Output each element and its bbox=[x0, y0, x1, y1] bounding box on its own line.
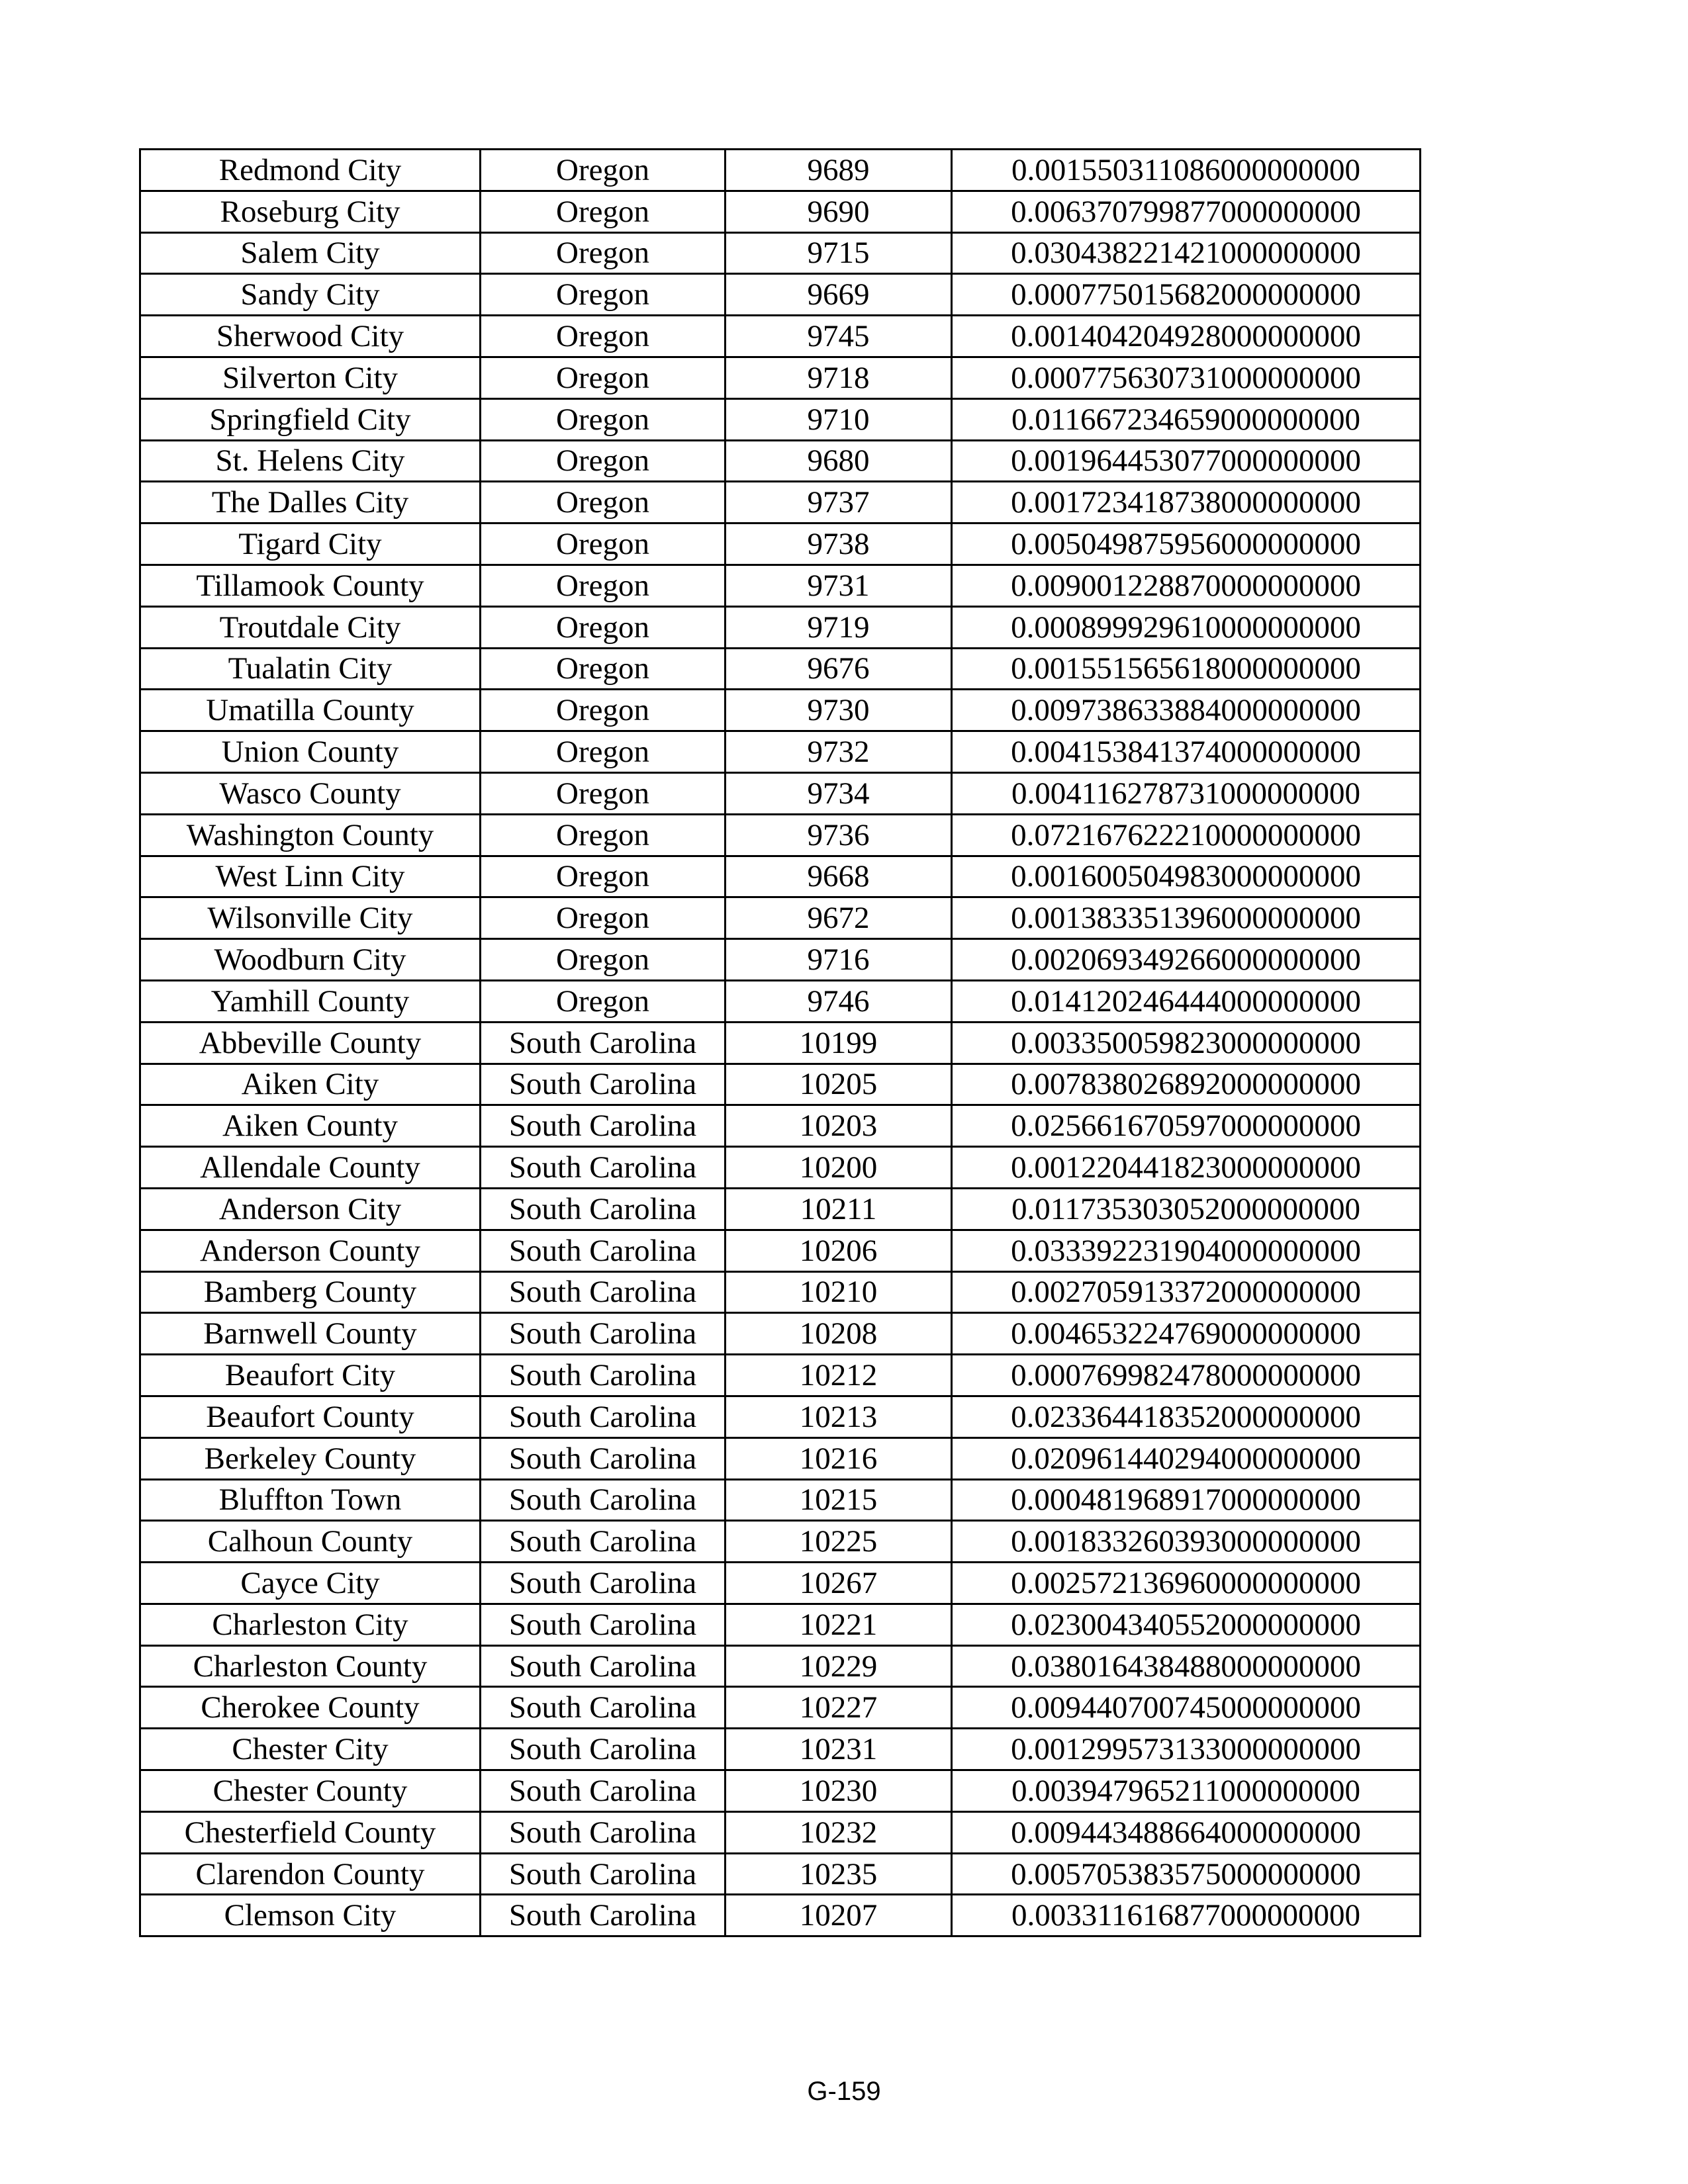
table-row bbox=[140, 1105, 1421, 1147]
allocation-cell: 0.001551565618000000000 bbox=[952, 648, 1421, 690]
id-cell: 10200 bbox=[726, 1147, 952, 1189]
id-cell: 9680 bbox=[726, 440, 952, 482]
allocation-cell: 0.014120246444000000000 bbox=[952, 980, 1421, 1022]
state-cell: South Carolina bbox=[481, 1895, 726, 1936]
state-cell: Oregon bbox=[481, 606, 726, 648]
allocation-cell: 0.033392231904000000000 bbox=[952, 1230, 1421, 1271]
allocation-cell: 0.023364418352000000000 bbox=[952, 1396, 1421, 1437]
subdivision-cell: Wasco County bbox=[140, 772, 481, 814]
subdivision-cell: Cherokee County bbox=[140, 1687, 481, 1729]
state-cell: Oregon bbox=[481, 856, 726, 897]
table-row bbox=[140, 357, 1421, 398]
table-row bbox=[140, 440, 1421, 482]
state-cell: Oregon bbox=[481, 398, 726, 440]
allocation-cell: 0.009440700745000000000 bbox=[952, 1687, 1421, 1729]
table-row bbox=[140, 1271, 1421, 1313]
table-row bbox=[140, 1313, 1421, 1355]
table-row bbox=[140, 1188, 1421, 1230]
state-cell: Oregon bbox=[481, 690, 726, 731]
allocation-cell: 0.011735303052000000000 bbox=[952, 1188, 1421, 1230]
state-cell: South Carolina bbox=[481, 1687, 726, 1729]
table-row bbox=[140, 232, 1421, 274]
allocation-cell: 0.001600504983000000000 bbox=[952, 856, 1421, 897]
table-row bbox=[140, 1396, 1421, 1437]
table-row bbox=[140, 1230, 1421, 1271]
allocation-cell: 0.000769982478000000000 bbox=[952, 1355, 1421, 1396]
id-cell: 10225 bbox=[726, 1521, 952, 1563]
subdivision-cell: Chesterfield County bbox=[140, 1811, 481, 1853]
subdivision-cell: Sherwood City bbox=[140, 316, 481, 357]
subdivision-cell: Bluffton Town bbox=[140, 1479, 481, 1521]
allocation-cell: 0.001723418738000000000 bbox=[952, 482, 1421, 523]
id-cell: 10199 bbox=[726, 1022, 952, 1064]
table-row bbox=[140, 1563, 1421, 1604]
allocation-cell: 0.025661670597000000000 bbox=[952, 1105, 1421, 1147]
allocation-cell: 0.003311616877000000000 bbox=[952, 1895, 1421, 1936]
allocation-cell: 0.002705913372000000000 bbox=[952, 1271, 1421, 1313]
state-cell: South Carolina bbox=[481, 1313, 726, 1355]
subdivision-cell: St. Helens City bbox=[140, 440, 481, 482]
state-cell: Oregon bbox=[481, 191, 726, 232]
id-cell: 9672 bbox=[726, 897, 952, 939]
subdivision-cell: Aiken County bbox=[140, 1105, 481, 1147]
state-cell: Oregon bbox=[481, 939, 726, 981]
allocation-table bbox=[139, 148, 1421, 1937]
subdivision-cell: Washington County bbox=[140, 814, 481, 856]
allocation-cell: 0.000775630731000000000 bbox=[952, 357, 1421, 398]
subdivision-cell: Tualatin City bbox=[140, 648, 481, 690]
id-cell: 9746 bbox=[726, 980, 952, 1022]
allocation-cell: 0.005705383575000000000 bbox=[952, 1853, 1421, 1895]
state-cell: South Carolina bbox=[481, 1563, 726, 1604]
state-cell: Oregon bbox=[481, 523, 726, 565]
table-row bbox=[140, 939, 1421, 981]
state-cell: South Carolina bbox=[481, 1188, 726, 1230]
table-row bbox=[140, 1604, 1421, 1645]
id-cell: 9745 bbox=[726, 316, 952, 357]
id-cell: 10216 bbox=[726, 1437, 952, 1479]
table-row bbox=[140, 648, 1421, 690]
id-cell: 10232 bbox=[726, 1811, 952, 1853]
allocation-cell: 0.023004340552000000000 bbox=[952, 1604, 1421, 1645]
table-row bbox=[140, 150, 1421, 191]
subdivision-cell: Abbeville County bbox=[140, 1022, 481, 1064]
id-cell: 10208 bbox=[726, 1313, 952, 1355]
allocation-cell: 0.003350059823000000000 bbox=[952, 1022, 1421, 1064]
subdivision-cell: Umatilla County bbox=[140, 690, 481, 731]
table-row bbox=[140, 482, 1421, 523]
state-cell: Oregon bbox=[481, 316, 726, 357]
subdivision-cell: Clemson City bbox=[140, 1895, 481, 1936]
subdivision-cell: Beaufort City bbox=[140, 1355, 481, 1396]
state-cell: Oregon bbox=[481, 232, 726, 274]
allocation-cell: 0.009001228870000000000 bbox=[952, 565, 1421, 606]
table-row bbox=[140, 980, 1421, 1022]
id-cell: 9716 bbox=[726, 939, 952, 981]
subdivision-cell: Roseburg City bbox=[140, 191, 481, 232]
table-row bbox=[140, 1853, 1421, 1895]
table-row bbox=[140, 690, 1421, 731]
id-cell: 10227 bbox=[726, 1687, 952, 1729]
id-cell: 10267 bbox=[726, 1563, 952, 1604]
id-cell: 10211 bbox=[726, 1188, 952, 1230]
page-number: G-159 bbox=[807, 2077, 881, 2106]
allocation-cell: 0.002069349266000000000 bbox=[952, 939, 1421, 981]
id-cell: 9732 bbox=[726, 731, 952, 773]
id-cell: 9710 bbox=[726, 398, 952, 440]
id-cell: 9669 bbox=[726, 274, 952, 316]
allocation-cell: 0.000481968917000000000 bbox=[952, 1479, 1421, 1521]
allocation-cell: 0.001404204928000000000 bbox=[952, 316, 1421, 357]
state-cell: South Carolina bbox=[481, 1729, 726, 1770]
table-row bbox=[140, 1895, 1421, 1936]
state-cell: Oregon bbox=[481, 648, 726, 690]
table-row bbox=[140, 1355, 1421, 1396]
table-row bbox=[140, 1437, 1421, 1479]
state-cell: South Carolina bbox=[481, 1396, 726, 1437]
table-row bbox=[140, 814, 1421, 856]
subdivision-cell: Salem City bbox=[140, 232, 481, 274]
table-row bbox=[140, 274, 1421, 316]
id-cell: 10207 bbox=[726, 1895, 952, 1936]
allocation-cell: 0.001550311086000000000 bbox=[952, 150, 1421, 191]
id-cell: 10231 bbox=[726, 1729, 952, 1770]
subdivision-cell: Charleston County bbox=[140, 1645, 481, 1687]
subdivision-cell: Chester City bbox=[140, 1729, 481, 1770]
state-cell: Oregon bbox=[481, 980, 726, 1022]
table-row bbox=[140, 1811, 1421, 1853]
subdivision-cell: The Dalles City bbox=[140, 482, 481, 523]
subdivision-cell: Wilsonville City bbox=[140, 897, 481, 939]
table-row bbox=[140, 398, 1421, 440]
subdivision-cell: Beaufort County bbox=[140, 1396, 481, 1437]
state-cell: Oregon bbox=[481, 772, 726, 814]
subdivision-cell: Aiken City bbox=[140, 1064, 481, 1105]
allocation-cell: 0.001299573133000000000 bbox=[952, 1729, 1421, 1770]
allocation-cell: 0.030438221421000000000 bbox=[952, 232, 1421, 274]
table-row bbox=[140, 1147, 1421, 1189]
state-cell: South Carolina bbox=[481, 1064, 726, 1105]
table-row bbox=[140, 523, 1421, 565]
table-row bbox=[140, 1064, 1421, 1105]
state-cell: Oregon bbox=[481, 482, 726, 523]
state-cell: Oregon bbox=[481, 897, 726, 939]
state-cell: Oregon bbox=[481, 274, 726, 316]
table-row bbox=[140, 1022, 1421, 1064]
state-cell: Oregon bbox=[481, 440, 726, 482]
allocation-table-body bbox=[140, 150, 1421, 1936]
id-cell: 9734 bbox=[726, 772, 952, 814]
allocation-cell: 0.007838026892000000000 bbox=[952, 1064, 1421, 1105]
state-cell: South Carolina bbox=[481, 1853, 726, 1895]
allocation-cell: 0.020961440294000000000 bbox=[952, 1437, 1421, 1479]
allocation-cell: 0.000899929610000000000 bbox=[952, 606, 1421, 648]
id-cell: 10229 bbox=[726, 1645, 952, 1687]
id-cell: 9690 bbox=[726, 191, 952, 232]
subdivision-cell: Woodburn City bbox=[140, 939, 481, 981]
id-cell: 9715 bbox=[726, 232, 952, 274]
id-cell: 10210 bbox=[726, 1271, 952, 1313]
allocation-cell: 0.001833260393000000000 bbox=[952, 1521, 1421, 1563]
id-cell: 9668 bbox=[726, 856, 952, 897]
id-cell: 10230 bbox=[726, 1770, 952, 1812]
state-cell: Oregon bbox=[481, 150, 726, 191]
table-row bbox=[140, 1687, 1421, 1729]
subdivision-cell: Bamberg County bbox=[140, 1271, 481, 1313]
state-cell: South Carolina bbox=[481, 1645, 726, 1687]
subdivision-cell: Charleston City bbox=[140, 1604, 481, 1645]
table-row bbox=[140, 1645, 1421, 1687]
allocation-cell: 0.038016438488000000000 bbox=[952, 1645, 1421, 1687]
state-cell: South Carolina bbox=[481, 1230, 726, 1271]
subdivision-cell: Anderson City bbox=[140, 1188, 481, 1230]
table-row bbox=[140, 1521, 1421, 1563]
state-cell: South Carolina bbox=[481, 1811, 726, 1853]
id-cell: 10213 bbox=[726, 1396, 952, 1437]
state-cell: South Carolina bbox=[481, 1770, 726, 1812]
table-row bbox=[140, 1729, 1421, 1770]
id-cell: 9730 bbox=[726, 690, 952, 731]
allocation-cell: 0.003947965211000000000 bbox=[952, 1770, 1421, 1812]
allocation-cell: 0.005049875956000000000 bbox=[952, 523, 1421, 565]
subdivision-cell: Barnwell County bbox=[140, 1313, 481, 1355]
state-cell: Oregon bbox=[481, 357, 726, 398]
allocation-cell: 0.004116278731000000000 bbox=[952, 772, 1421, 814]
state-cell: South Carolina bbox=[481, 1355, 726, 1396]
allocation-cell: 0.001964453077000000000 bbox=[952, 440, 1421, 482]
state-cell: South Carolina bbox=[481, 1105, 726, 1147]
subdivision-cell: Berkeley County bbox=[140, 1437, 481, 1479]
state-cell: South Carolina bbox=[481, 1022, 726, 1064]
allocation-cell: 0.004653224769000000000 bbox=[952, 1313, 1421, 1355]
id-cell: 10221 bbox=[726, 1604, 952, 1645]
allocation-cell: 0.006370799877000000000 bbox=[952, 191, 1421, 232]
id-cell: 10203 bbox=[726, 1105, 952, 1147]
table-row bbox=[140, 731, 1421, 773]
id-cell: 9737 bbox=[726, 482, 952, 523]
id-cell: 9676 bbox=[726, 648, 952, 690]
subdivision-cell: Allendale County bbox=[140, 1147, 481, 1189]
allocation-cell: 0.072167622210000000000 bbox=[952, 814, 1421, 856]
subdivision-cell: Tillamook County bbox=[140, 565, 481, 606]
allocation-cell: 0.001383351396000000000 bbox=[952, 897, 1421, 939]
id-cell: 10206 bbox=[726, 1230, 952, 1271]
id-cell: 10215 bbox=[726, 1479, 952, 1521]
state-cell: South Carolina bbox=[481, 1437, 726, 1479]
state-cell: South Carolina bbox=[481, 1147, 726, 1189]
id-cell: 10235 bbox=[726, 1853, 952, 1895]
table-row bbox=[140, 1770, 1421, 1812]
id-cell: 9736 bbox=[726, 814, 952, 856]
state-cell: South Carolina bbox=[481, 1604, 726, 1645]
id-cell: 9689 bbox=[726, 150, 952, 191]
subdivision-cell: Troutdale City bbox=[140, 606, 481, 648]
subdivision-cell: Clarendon County bbox=[140, 1853, 481, 1895]
table-row bbox=[140, 191, 1421, 232]
allocation-cell: 0.000775015682000000000 bbox=[952, 274, 1421, 316]
allocation-cell: 0.001220441823000000000 bbox=[952, 1147, 1421, 1189]
table-row bbox=[140, 1479, 1421, 1521]
subdivision-cell: Cayce City bbox=[140, 1563, 481, 1604]
id-cell: 9738 bbox=[726, 523, 952, 565]
table-row bbox=[140, 772, 1421, 814]
table-row bbox=[140, 565, 1421, 606]
table-row bbox=[140, 897, 1421, 939]
state-cell: South Carolina bbox=[481, 1479, 726, 1521]
allocation-cell: 0.002572136960000000000 bbox=[952, 1563, 1421, 1604]
state-cell: Oregon bbox=[481, 814, 726, 856]
id-cell: 9731 bbox=[726, 565, 952, 606]
id-cell: 9718 bbox=[726, 357, 952, 398]
state-cell: South Carolina bbox=[481, 1521, 726, 1563]
subdivision-cell: Calhoun County bbox=[140, 1521, 481, 1563]
allocation-cell: 0.004153841374000000000 bbox=[952, 731, 1421, 773]
subdivision-cell: Springfield City bbox=[140, 398, 481, 440]
allocation-cell: 0.011667234659000000000 bbox=[952, 398, 1421, 440]
subdivision-cell: Anderson County bbox=[140, 1230, 481, 1271]
subdivision-cell: Tigard City bbox=[140, 523, 481, 565]
id-cell: 9719 bbox=[726, 606, 952, 648]
subdivision-cell: Sandy City bbox=[140, 274, 481, 316]
table-row bbox=[140, 856, 1421, 897]
state-cell: Oregon bbox=[481, 731, 726, 773]
subdivision-cell: West Linn City bbox=[140, 856, 481, 897]
table-row bbox=[140, 316, 1421, 357]
id-cell: 10212 bbox=[726, 1355, 952, 1396]
table-row bbox=[140, 606, 1421, 648]
subdivision-cell: Chester County bbox=[140, 1770, 481, 1812]
subdivision-cell: Yamhill County bbox=[140, 980, 481, 1022]
state-cell: South Carolina bbox=[481, 1271, 726, 1313]
state-cell: Oregon bbox=[481, 565, 726, 606]
allocation-cell: 0.009443488664000000000 bbox=[952, 1811, 1421, 1853]
subdivision-cell: Silverton City bbox=[140, 357, 481, 398]
allocation-cell: 0.009738633884000000000 bbox=[952, 690, 1421, 731]
subdivision-cell: Union County bbox=[140, 731, 481, 773]
subdivision-cell: Redmond City bbox=[140, 150, 481, 191]
id-cell: 10205 bbox=[726, 1064, 952, 1105]
